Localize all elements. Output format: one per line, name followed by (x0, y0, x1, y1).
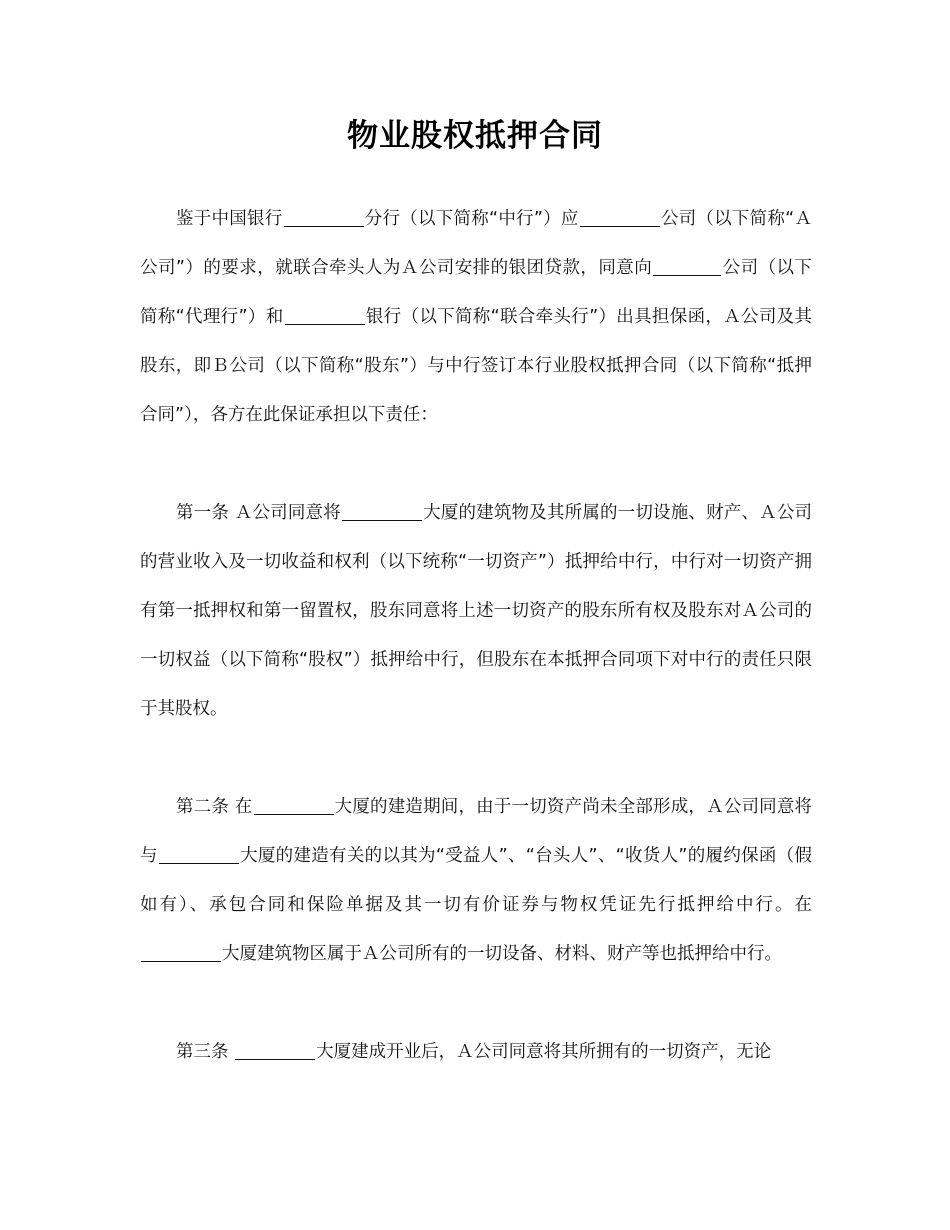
article-3-paragraph (140, 1028, 812, 1077)
blank-line (141, 943, 221, 962)
blank-line (254, 796, 334, 815)
document-body (140, 195, 812, 1077)
article-1-paragraph (140, 489, 812, 734)
text-segment: 公司（以下简称“代理行”）和 (140, 258, 812, 327)
text-segment: 第一条 Ａ公司同意将 (176, 503, 341, 523)
text-segment: 第三条 (176, 1042, 235, 1062)
text-segment: 第二条 在 (176, 797, 253, 817)
text-segment: 大厦的建筑物及其所属的一切设施、财产、Ａ公司的营业收入及一切收益和权利（以下统称“一切资产”）抵押给中行，中行对一切资产拥有第一抵押权和第一留置权，股东同意将上述一切资产的股东所有权及股东对Ａ公司的一切权益（以下简称“股权”）抵押给中行，但股东在本抵押合同项下对中行的责任只限于其股权。 (140, 503, 813, 719)
text-segment: 大厦的建造有关的以其为“受益人”、“台头人”、“收货人”的履约保函（假如有）、承包合同和保险单据及其一切有价证券与物权凭证先行抵押给中行。在 (140, 846, 812, 915)
text-segment: 大厦建筑物区属于Ａ公司所有的一切设备、材料、财产等也抵押给中行。 (222, 944, 782, 964)
blank-line (653, 257, 721, 276)
text-segment: 分行（以下简称“中行”）应 (364, 209, 579, 229)
text-segment: 大厦建成开业后，Ａ公司同意将其所拥有的一切资产，无论 (316, 1042, 772, 1062)
text-segment: 银行（以下简称“联合牵头行”）出具担保函，Ａ公司及其股东，即Ｂ公司（以下简称“股东”）与中行签订本行业股权抵押合同（以下简称“抵押合同”），各方在此保证承担以下责任： (140, 307, 812, 425)
preamble-paragraph (140, 195, 812, 440)
article-2-paragraph (140, 783, 812, 979)
document-title: 物业股权抵押合同 (347, 118, 603, 154)
blank-line (159, 845, 239, 864)
blank-line (235, 1041, 315, 1060)
text-segment: 公司（以下简称“Ａ公司”）的要求，就联合牵头人为Ａ公司安排的银团贷款，同意向 (140, 209, 812, 278)
blank-line (284, 208, 364, 227)
blank-line (285, 306, 365, 325)
text-segment: 大厦的建造期间，由于一切资产尚未全部形成，Ａ公司同意将与 (140, 797, 813, 866)
blank-line (342, 502, 422, 521)
text-segment: 鉴于中国银行 (176, 209, 283, 229)
blank-line (580, 208, 660, 227)
